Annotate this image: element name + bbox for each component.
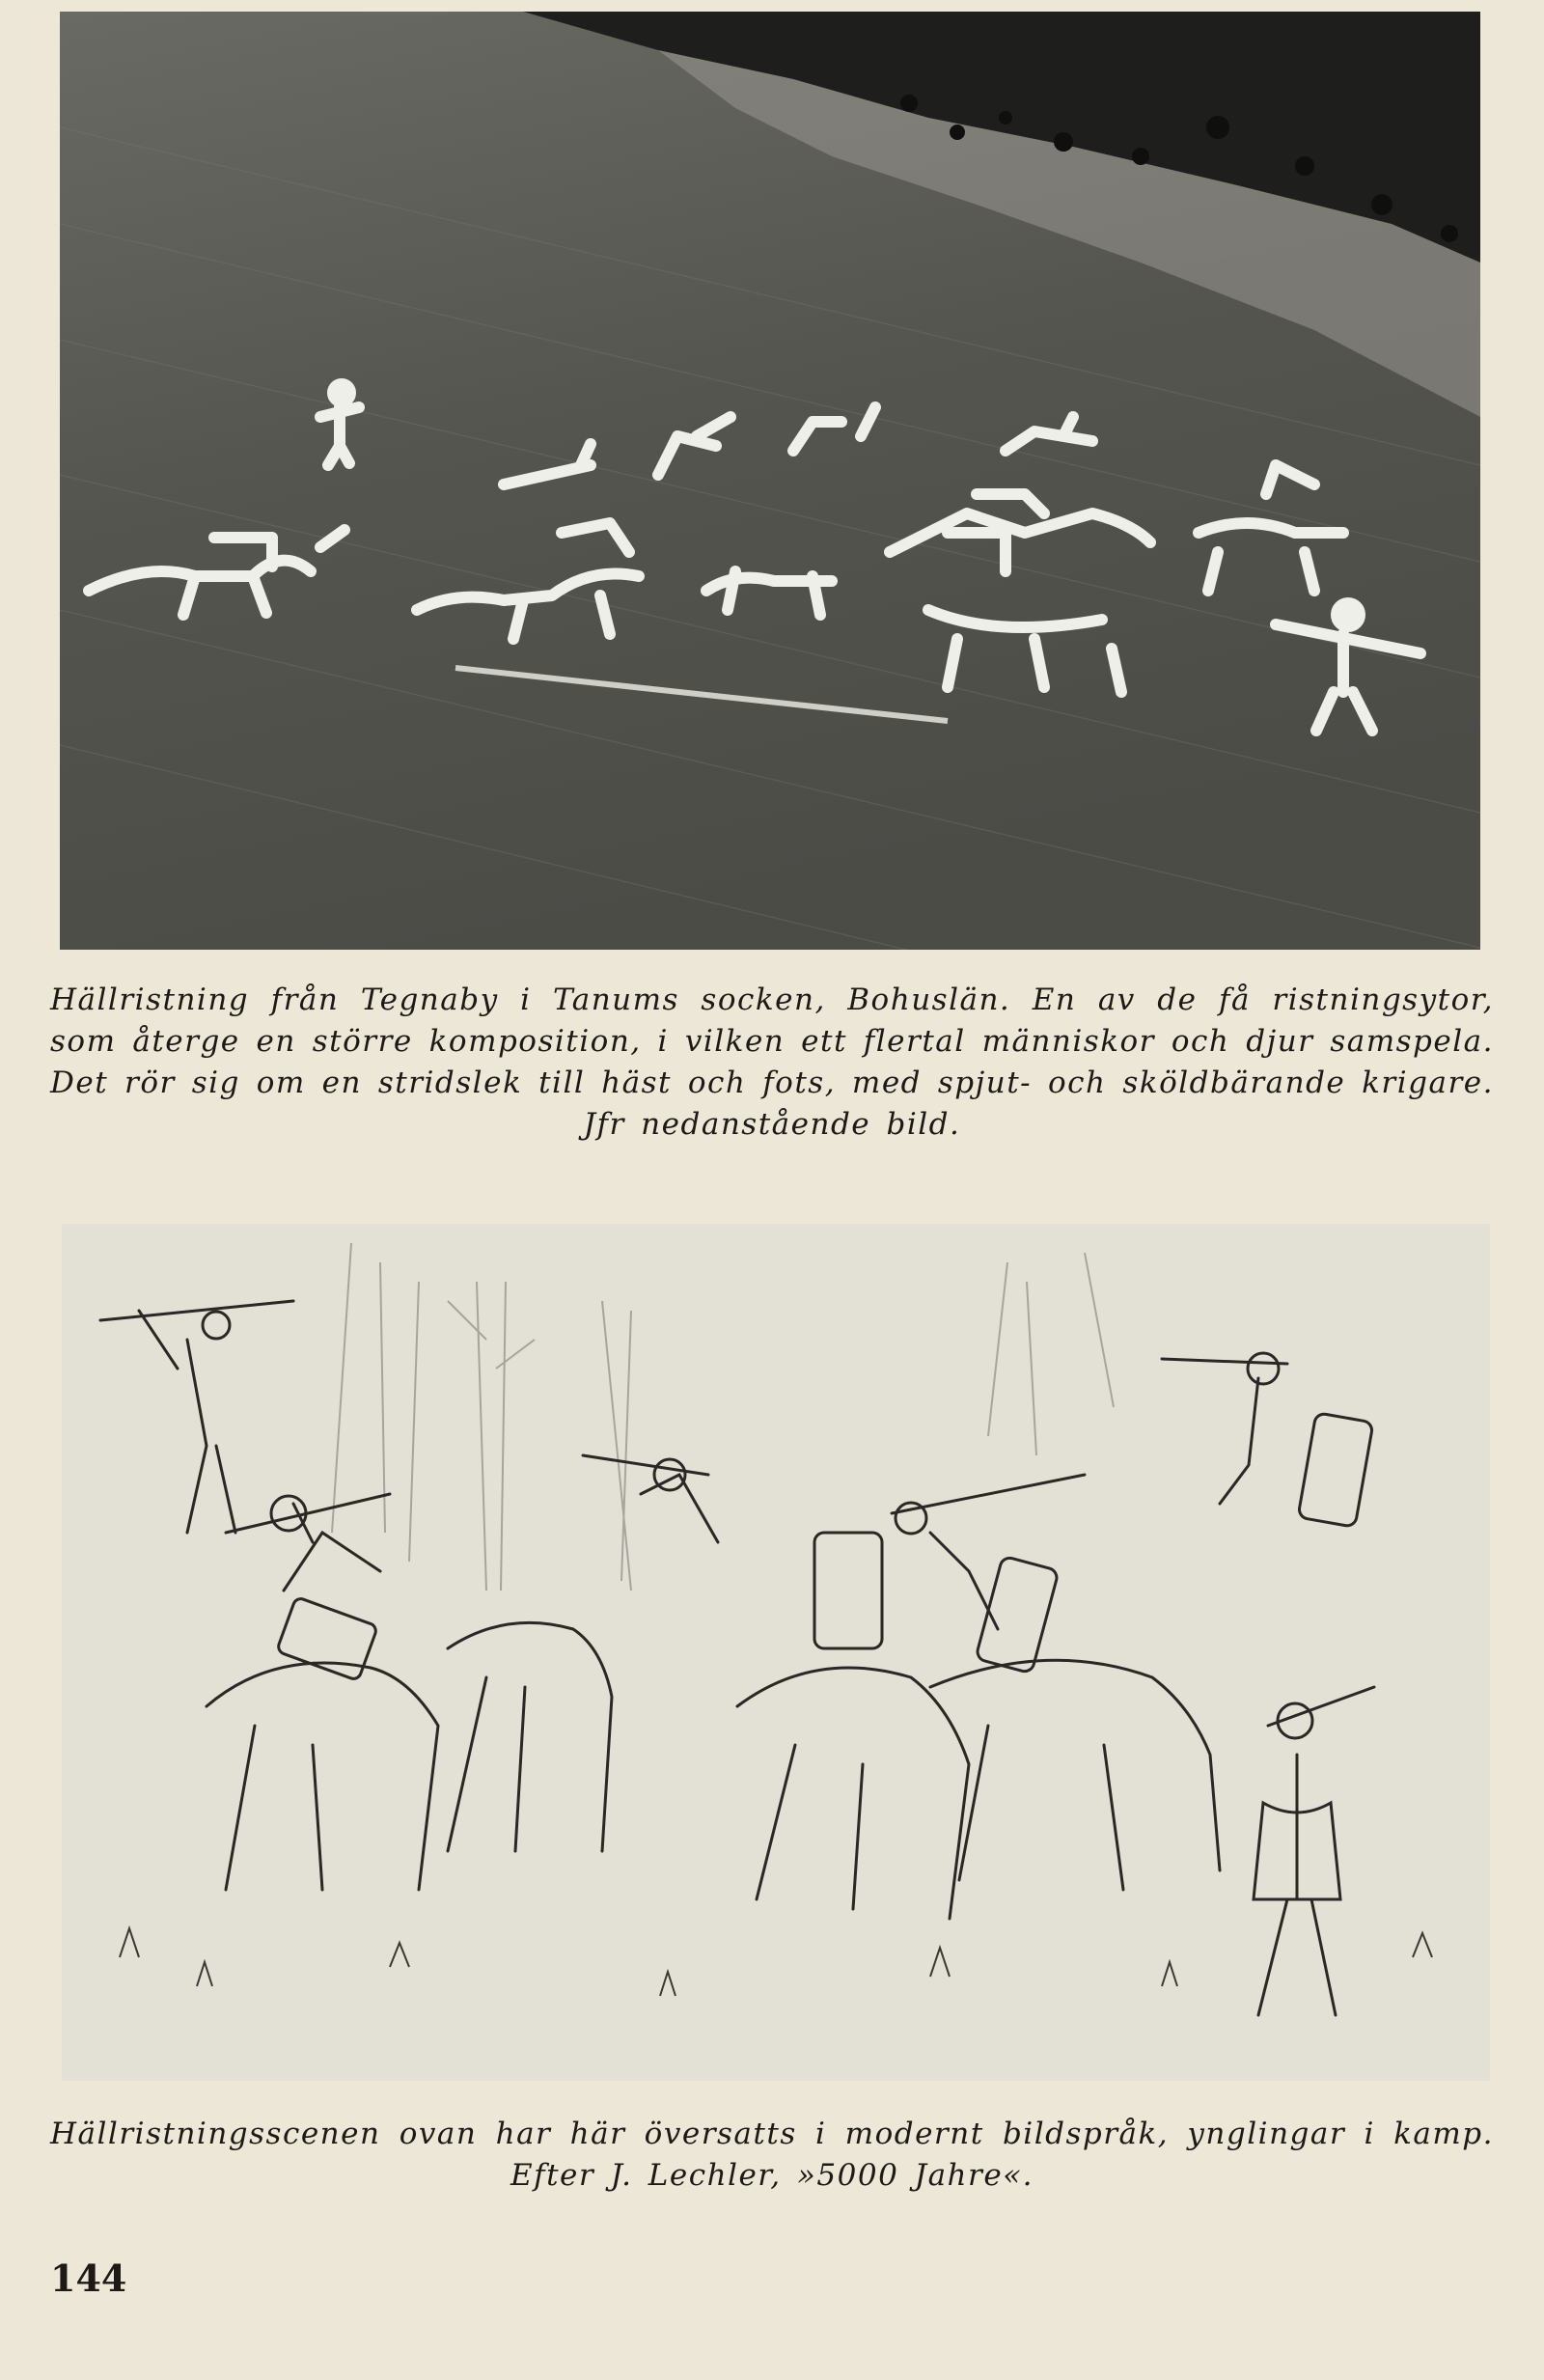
page-number: 144: [50, 2256, 127, 2300]
battle-scene-drawing: [62, 1224, 1490, 2081]
bottom-figure-caption: Hällristningsscenen ovan har här översatts i modernt bildspråk, ynglingar i kamp. Efter J. Lechler, »5000 Jahre«.: [50, 2117, 1494, 2193]
top-figure-caption: Hällristning från Tegnaby i Tanums socken, Bohuslän. En av de få ristningsytor, som återge en större komposition, i vilken ett flertal människor och djur samspela. Det rör sig om en stridslek till häst och fots, med spjut- och sköldbärande krigare. Jfr nedanstående bild.: [50, 982, 1494, 1142]
rock-carving-photo: [60, 12, 1480, 950]
